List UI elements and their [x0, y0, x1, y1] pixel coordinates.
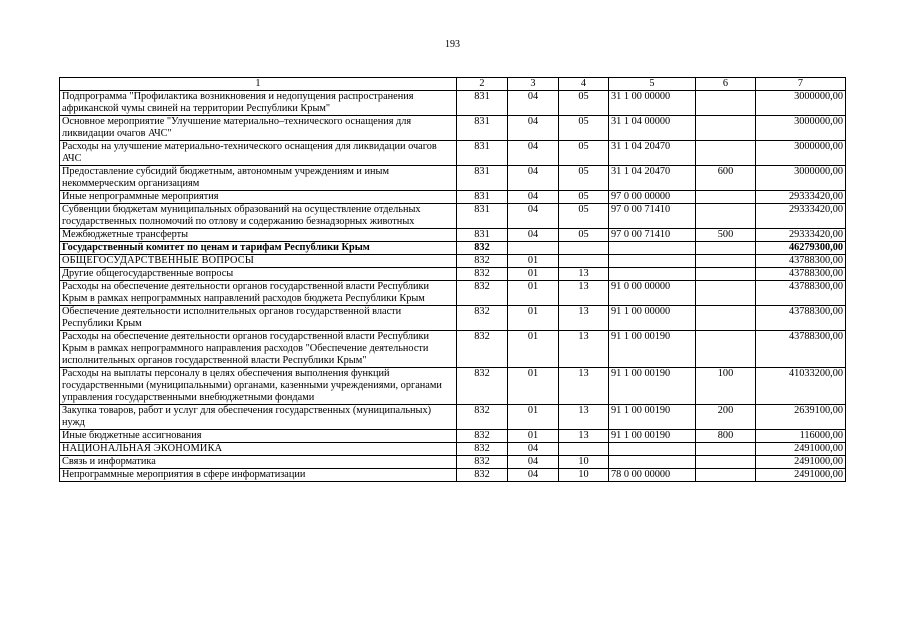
cell-section: 04 — [508, 191, 559, 204]
cell-amount: 43788300,00 — [756, 255, 846, 268]
cell-amount: 3000000,00 — [756, 166, 846, 191]
cell-target-article: 97 0 00 00000 — [609, 191, 696, 204]
cell-name: Расходы на обеспечение деятельности органов государственной власти Республики Крым в рамках непрограммных направлений расходов бюджета Республики Крым — [60, 281, 457, 306]
cell-target-article — [609, 443, 696, 456]
cell-subsection: 05 — [559, 116, 609, 141]
cell-name: ОБЩЕГОСУДАРСТВЕННЫЕ ВОПРОСЫ — [60, 255, 457, 268]
budget-table — [59, 77, 846, 482]
cell-section: 04 — [508, 204, 559, 229]
cell-amount: 29333420,00 — [756, 204, 846, 229]
cell-expense-type: 600 — [696, 166, 756, 191]
table-row — [60, 116, 846, 141]
cell-name: Непрограммные мероприятия в сфере информатизации — [60, 469, 457, 482]
cell-subsection — [559, 443, 609, 456]
table-row — [60, 331, 846, 368]
cell-section: 01 — [508, 430, 559, 443]
cell-expense-type: 100 — [696, 368, 756, 405]
cell-target-article: 31 1 04 20470 — [609, 166, 696, 191]
cell-section: 04 — [508, 141, 559, 166]
table-row — [60, 91, 846, 116]
cell-name: Межбюджетные трансферты — [60, 229, 457, 242]
cell-target-article: 91 1 00 00190 — [609, 430, 696, 443]
table-row — [60, 306, 846, 331]
cell-ministry-code: 832 — [457, 331, 508, 368]
cell-amount: 41033200,00 — [756, 368, 846, 405]
cell-subsection — [559, 255, 609, 268]
cell-section: 04 — [508, 91, 559, 116]
cell-section: 04 — [508, 456, 559, 469]
cell-amount: 29333420,00 — [756, 191, 846, 204]
cell-amount: 2639100,00 — [756, 405, 846, 430]
cell-section: 01 — [508, 255, 559, 268]
cell-expense-type — [696, 141, 756, 166]
cell-amount: 2491000,00 — [756, 443, 846, 456]
cell-target-article: 31 1 04 00000 — [609, 116, 696, 141]
cell-subsection: 05 — [559, 229, 609, 242]
cell-target-article: 97 0 00 71410 — [609, 204, 696, 229]
cell-subsection: 05 — [559, 141, 609, 166]
cell-ministry-code: 832 — [457, 469, 508, 482]
header-cell: 7 — [756, 78, 846, 91]
cell-ministry-code: 831 — [457, 229, 508, 242]
cell-subsection: 05 — [559, 91, 609, 116]
cell-amount: 43788300,00 — [756, 331, 846, 368]
cell-subsection: 13 — [559, 405, 609, 430]
cell-expense-type: 500 — [696, 229, 756, 242]
table-row — [60, 255, 846, 268]
cell-name: Иные непрограммные мероприятия — [60, 191, 457, 204]
cell-amount: 29333420,00 — [756, 229, 846, 242]
cell-subsection: 05 — [559, 166, 609, 191]
table-row — [60, 281, 846, 306]
table-row — [60, 405, 846, 430]
cell-ministry-code: 832 — [457, 443, 508, 456]
table-row — [60, 242, 846, 255]
cell-amount: 43788300,00 — [756, 268, 846, 281]
cell-ministry-code: 832 — [457, 255, 508, 268]
cell-expense-type — [696, 443, 756, 456]
cell-ministry-code: 831 — [457, 166, 508, 191]
cell-expense-type — [696, 255, 756, 268]
cell-target-article: 91 0 00 00000 — [609, 281, 696, 306]
cell-target-article: 31 1 04 20470 — [609, 141, 696, 166]
cell-name: Государственный комитет по ценам и тарифам Республики Крым — [60, 242, 457, 255]
header-cell: 6 — [696, 78, 756, 91]
cell-expense-type — [696, 331, 756, 368]
cell-expense-type — [696, 469, 756, 482]
header-cell: 4 — [559, 78, 609, 91]
cell-target-article — [609, 242, 696, 255]
cell-ministry-code: 832 — [457, 456, 508, 469]
cell-target-article — [609, 456, 696, 469]
cell-section: 01 — [508, 405, 559, 430]
header-cell: 3 — [508, 78, 559, 91]
cell-amount: 3000000,00 — [756, 141, 846, 166]
cell-name: НАЦИОНАЛЬНАЯ ЭКОНОМИКА — [60, 443, 457, 456]
cell-section: 01 — [508, 281, 559, 306]
cell-section: 04 — [508, 443, 559, 456]
cell-name: Основное мероприятие "Улучшение материально–технического оснащения для ликвидации очагов АЧС" — [60, 116, 457, 141]
table-row — [60, 268, 846, 281]
table-row — [60, 166, 846, 191]
cell-ministry-code: 831 — [457, 116, 508, 141]
cell-ministry-code: 832 — [457, 368, 508, 405]
header-cell: 1 — [60, 78, 457, 91]
cell-expense-type — [696, 91, 756, 116]
cell-subsection: 13 — [559, 430, 609, 443]
cell-target-article — [609, 268, 696, 281]
cell-expense-type — [696, 306, 756, 331]
header-cell: 2 — [457, 78, 508, 91]
cell-amount: 3000000,00 — [756, 116, 846, 141]
cell-expense-type — [696, 456, 756, 469]
cell-name: Предоставление субсидий бюджетным, автономным учреждениям и иным некоммерческим организациям — [60, 166, 457, 191]
cell-section: 04 — [508, 229, 559, 242]
cell-section: 04 — [508, 166, 559, 191]
cell-target-article: 78 0 00 00000 — [609, 469, 696, 482]
header-row — [60, 78, 846, 91]
cell-target-article: 91 1 00 00190 — [609, 368, 696, 405]
cell-ministry-code: 832 — [457, 430, 508, 443]
cell-section: 01 — [508, 306, 559, 331]
cell-ministry-code: 831 — [457, 91, 508, 116]
cell-name: Другие общегосударственные вопросы — [60, 268, 457, 281]
cell-subsection: 05 — [559, 191, 609, 204]
cell-subsection: 05 — [559, 204, 609, 229]
cell-ministry-code: 832 — [457, 405, 508, 430]
cell-expense-type — [696, 242, 756, 255]
cell-target-article — [609, 255, 696, 268]
cell-target-article: 97 0 00 71410 — [609, 229, 696, 242]
cell-subsection: 13 — [559, 331, 609, 368]
header-cell: 5 — [609, 78, 696, 91]
cell-name: Связь и информатика — [60, 456, 457, 469]
table-row — [60, 469, 846, 482]
cell-ministry-code: 832 — [457, 306, 508, 331]
cell-expense-type: 200 — [696, 405, 756, 430]
cell-expense-type — [696, 268, 756, 281]
cell-section: 04 — [508, 469, 559, 482]
cell-ministry-code: 832 — [457, 268, 508, 281]
cell-ministry-code: 832 — [457, 281, 508, 306]
cell-amount: 43788300,00 — [756, 281, 846, 306]
cell-target-article: 91 1 00 00190 — [609, 331, 696, 368]
cell-expense-type — [696, 281, 756, 306]
cell-section: 04 — [508, 116, 559, 141]
cell-name: Субвенции бюджетам муниципальных образований на осуществление отдельных государственных полномочий по отлову и содержанию безнадзорных животных — [60, 204, 457, 229]
cell-name: Подпрограмма "Профилактика возникновения и недопущения распространения африканской чумы свиней на территории Республики Крым" — [60, 91, 457, 116]
cell-name: Расходы на обеспечение деятельности органов государственной власти Республики Крым в рамках непрограммного направления расходов "Обеспечение деятельности исполнительных органов государственной власти Республики Крым" — [60, 331, 457, 368]
cell-expense-type — [696, 116, 756, 141]
cell-subsection: 13 — [559, 306, 609, 331]
table-row — [60, 191, 846, 204]
cell-amount: 116000,00 — [756, 430, 846, 443]
cell-amount: 2491000,00 — [756, 456, 846, 469]
cell-subsection: 13 — [559, 368, 609, 405]
cell-ministry-code: 832 — [457, 242, 508, 255]
cell-ministry-code: 831 — [457, 204, 508, 229]
cell-subsection: 10 — [559, 469, 609, 482]
table-row — [60, 368, 846, 405]
table-row — [60, 141, 846, 166]
cell-amount: 43788300,00 — [756, 306, 846, 331]
cell-expense-type — [696, 191, 756, 204]
cell-subsection — [559, 242, 609, 255]
cell-name: Закупка товаров, работ и услуг для обеспечения государственных (муниципальных) нужд — [60, 405, 457, 430]
cell-expense-type: 800 — [696, 430, 756, 443]
cell-ministry-code: 831 — [457, 191, 508, 204]
cell-section: 01 — [508, 268, 559, 281]
cell-target-article: 31 1 00 00000 — [609, 91, 696, 116]
table-row — [60, 456, 846, 469]
table-row — [60, 430, 846, 443]
cell-subsection: 10 — [559, 456, 609, 469]
cell-expense-type — [696, 204, 756, 229]
cell-amount: 46279300,00 — [756, 242, 846, 255]
cell-section: 01 — [508, 368, 559, 405]
cell-target-article: 91 1 00 00000 — [609, 306, 696, 331]
table-body — [60, 91, 846, 482]
cell-ministry-code: 831 — [457, 141, 508, 166]
cell-section — [508, 242, 559, 255]
cell-name: Иные бюджетные ассигнования — [60, 430, 457, 443]
table-row — [60, 443, 846, 456]
cell-subsection: 13 — [559, 268, 609, 281]
cell-name: Расходы на выплаты персоналу в целях обеспечения выполнения функций государственными (муниципальными) органами, казенными учреждениями, органами управления государственными внебюджетными фондами — [60, 368, 457, 405]
cell-amount: 2491000,00 — [756, 469, 846, 482]
page-number: 193 — [445, 39, 460, 50]
cell-subsection: 13 — [559, 281, 609, 306]
cell-target-article: 91 1 00 00190 — [609, 405, 696, 430]
cell-section: 01 — [508, 331, 559, 368]
table-row — [60, 204, 846, 229]
table-row — [60, 229, 846, 242]
cell-amount: 3000000,00 — [756, 91, 846, 116]
cell-name: Обеспечение деятельности исполнительных органов государственной власти Республики Крым — [60, 306, 457, 331]
cell-name: Расходы на улучшение материально-технического оснащения для ликвидации очагов АЧС — [60, 141, 457, 166]
